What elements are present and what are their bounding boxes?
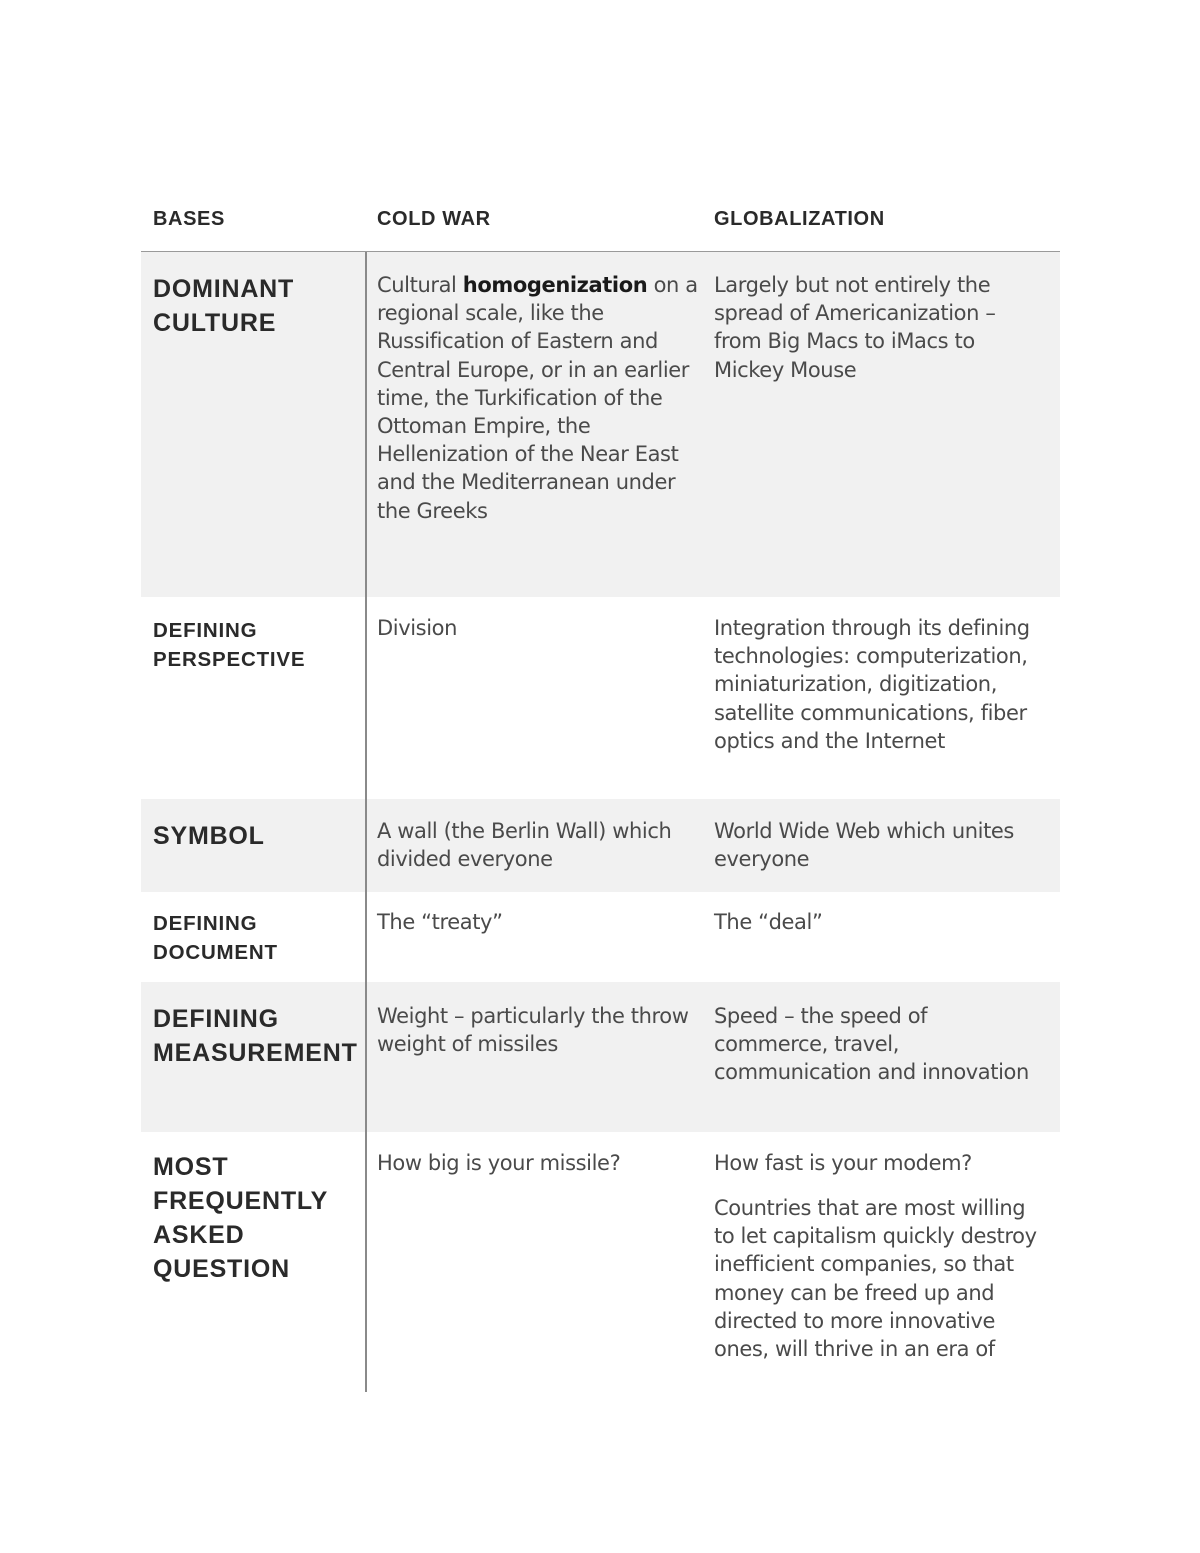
- row-label: [153, 1150, 328, 1286]
- header-bases: BASES: [153, 208, 225, 230]
- row-label-line: MEASUREMENT: [153, 1039, 358, 1067]
- cold-war-cell: The “treaty”: [377, 910, 503, 934]
- column-divider: [365, 1132, 367, 1392]
- row-label-line: FREQUENTLY: [153, 1187, 329, 1215]
- row-label: [153, 616, 305, 674]
- row-label-line: MOST: [153, 1153, 229, 1181]
- column-divider: [365, 799, 367, 892]
- header-globalization: GLOBALIZATION: [714, 208, 885, 230]
- globalization-cell: How fast is your modem?: [714, 1151, 972, 1175]
- row-label-line: DOCUMENT: [153, 941, 278, 964]
- globalization-cell: World Wide Web which unites everyone: [714, 819, 1014, 872]
- row-label-line: PERSPECTIVE: [153, 648, 306, 671]
- cold-war-cell: [377, 271, 699, 525]
- row-label: [153, 819, 265, 853]
- globalization-cell: Speed – the speed of commerce, travel, communication and innovation: [714, 1004, 1029, 1085]
- cell-text: on a regional scale, like the Russification of Eastern and Central Europe, or in an earlier time, the Turkification of the Ottoman Empire, the Hellenization of the Near East and the Mediterranean under the Greeks: [377, 273, 698, 523]
- row-label: [153, 272, 294, 340]
- column-divider: [365, 252, 367, 597]
- row-label-line: DEFINING: [153, 619, 258, 642]
- cell-emphasis: homogenization: [462, 273, 648, 297]
- row-label-line: SYMBOL: [153, 822, 265, 850]
- globalization-cell: Integration through its defining technologies: computerization, miniaturization, digitization, satellite communications, fiber optics and the Internet: [714, 616, 1030, 753]
- globalization-cell-continued: Countries that are most willing to let capitalism quickly destroy inefficient companies, so that money can be freed up and directed to more innovative ones, will thrive in an era of: [714, 1196, 1037, 1362]
- table-row-defining-measurement: [141, 982, 1060, 1132]
- cold-war-cell: Division: [377, 616, 458, 640]
- globalization-cell: The “deal”: [714, 910, 823, 934]
- column-divider: [365, 982, 367, 1132]
- row-label: [153, 1002, 358, 1070]
- table-row-symbol: [141, 799, 1060, 892]
- table-header: [141, 205, 1060, 252]
- cold-war-cell: A wall (the Berlin Wall) which divided everyone: [377, 819, 672, 872]
- table-row-most-frequently-asked-question: [141, 1132, 1060, 1392]
- row-label-line: CULTURE: [153, 309, 277, 337]
- column-divider: [365, 597, 367, 799]
- table-row-defining-perspective: [141, 597, 1060, 799]
- cell-text: Cultural: [377, 273, 463, 297]
- row-label-line: DOMINANT: [153, 275, 295, 303]
- column-divider: [365, 892, 367, 982]
- cold-war-cell: Weight – particularly the throw weight of missiles: [377, 1004, 689, 1057]
- globalization-cell: Largely but not entirely the spread of Americanization – from Big Macs to iMacs to Mickey Mouse: [714, 273, 996, 382]
- row-label-line: QUESTION: [153, 1255, 290, 1283]
- row-label-line: DEFINING: [153, 1005, 279, 1033]
- cold-war-cell: How big is your missile?: [377, 1151, 621, 1175]
- table-row-defining-document: [141, 892, 1060, 982]
- table-row-dominant-culture: [141, 252, 1060, 597]
- header-cold-war: COLD WAR: [377, 208, 491, 230]
- row-label: [153, 909, 278, 967]
- row-label-line: DEFINING: [153, 912, 258, 935]
- row-label-line: ASKED: [153, 1221, 245, 1249]
